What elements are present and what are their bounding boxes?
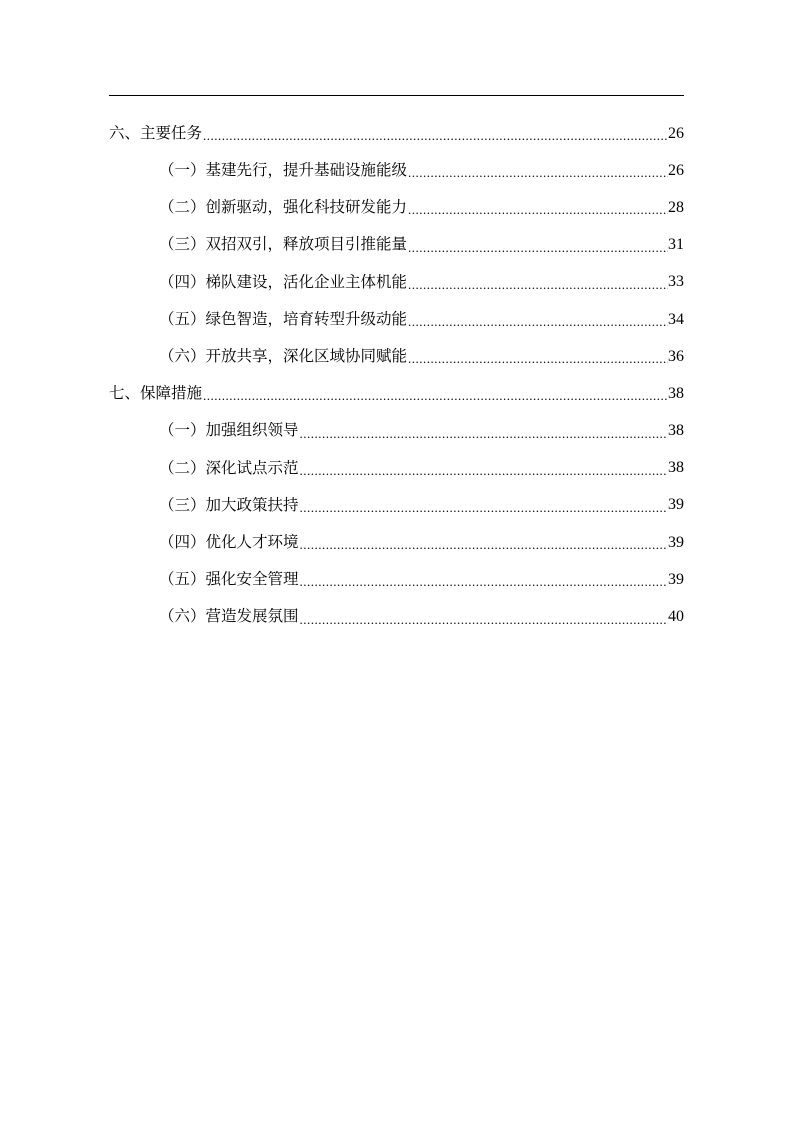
toc-entry-title: （一）基建先行，提升基础设施能级 [159,161,408,180]
toc-dot-leader [407,166,668,179]
toc-entry[interactable] [109,227,684,264]
toc-entry[interactable] [109,598,684,635]
toc-entry[interactable] [109,152,684,189]
toc-entry-page: 34 [668,310,684,328]
toc-entry[interactable] [109,561,684,598]
toc-dot-leader [407,278,668,291]
toc-entry-page: 28 [668,198,684,216]
toc-dot-leader [299,613,668,626]
toc-entry-page: 33 [668,273,684,291]
toc-dot-leader [407,203,668,216]
toc-entry-page: 36 [668,347,684,365]
toc-entry-title: 七、保障措施 [109,384,203,403]
toc-entry-title: （六）开放共享，深化区域协同赋能 [159,346,408,365]
header-rule [109,95,684,96]
toc-entry-page: 31 [668,236,684,254]
toc-entry-page: 39 [668,496,684,514]
toc-dot-leader [202,389,668,402]
toc-entry-title: （六）营造发展氛围 [159,607,299,626]
toc-dot-leader [299,464,668,477]
toc-dot-leader [299,538,668,551]
toc-entry-page: 26 [668,161,684,179]
toc-entry-title: （五）强化安全管理 [159,570,299,589]
toc-entry-title: （三）双招双引，释放项目引推能量 [159,235,408,254]
toc-dot-leader [299,575,668,588]
toc-entry-page: 39 [668,533,684,551]
toc-entry[interactable] [109,450,684,487]
toc-entry-title: （四）优化人才环境 [159,532,299,551]
toc-dot-leader [407,352,668,365]
toc-entry[interactable] [109,264,684,301]
toc-entry[interactable] [109,524,684,561]
toc-dot-leader [407,241,668,254]
toc-entry-title: （一）加强组织领导 [159,421,299,440]
table-of-contents [109,115,684,636]
toc-entry-page: 26 [668,124,684,142]
toc-dot-leader [202,129,668,142]
toc-dot-leader [299,427,668,440]
toc-entry-title: 六、主要任务 [109,123,203,142]
toc-entry[interactable] [109,487,684,524]
toc-entry-title: （二）深化试点示范 [159,458,299,477]
toc-entry-page: 39 [668,570,684,588]
toc-entry-page: 38 [668,422,684,440]
toc-entry-page: 40 [668,608,684,626]
toc-entry[interactable] [109,413,684,450]
toc-entry-title: （四）梯队建设，活化企业主体机能 [159,272,408,291]
toc-entry[interactable] [109,189,684,226]
toc-entry[interactable] [109,115,684,152]
toc-entry[interactable] [109,375,684,412]
toc-dot-leader [407,315,668,328]
toc-entry-title: （二）创新驱动，强化科技研发能力 [159,198,408,217]
toc-entry-title: （五）绿色智造，培育转型升级动能 [159,309,408,328]
toc-dot-leader [299,501,668,514]
toc-entry[interactable] [109,338,684,375]
toc-entry-title: （三）加大政策扶持 [159,495,299,514]
toc-entry-page: 38 [668,384,684,402]
toc-entry-page: 38 [668,459,684,477]
toc-entry[interactable] [109,301,684,338]
